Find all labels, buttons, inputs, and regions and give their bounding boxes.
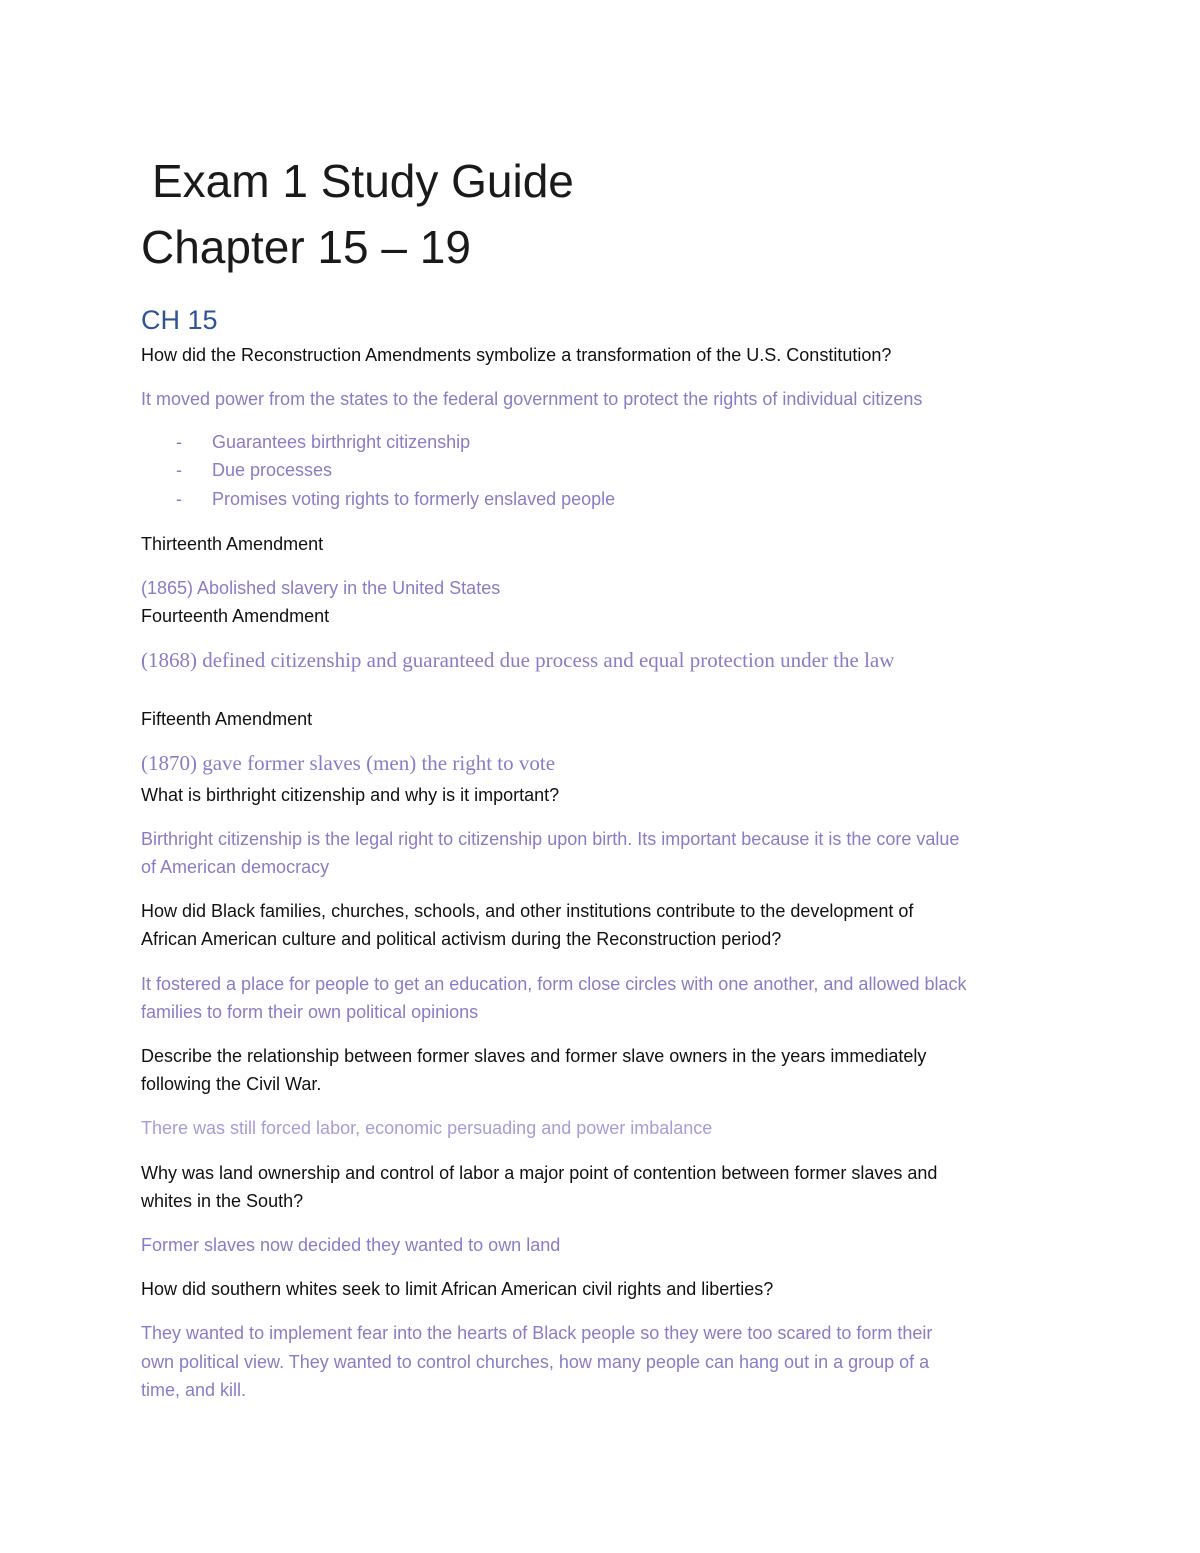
bullet-marker: - bbox=[176, 489, 182, 509]
answer-6-line-1: They wanted to implement fear into the hearts of Black people so they were too scared to form their bbox=[141, 1323, 933, 1343]
answer-1: It moved power from the states to the federal government to protect the rights of individual citizens bbox=[141, 389, 923, 409]
question-3-line-1: How did Black families, churches, schools, and other institutions contribute to the development of bbox=[141, 901, 914, 921]
amendment-15-label: Fifteenth Amendment bbox=[141, 709, 313, 729]
document-title: Exam 1 Study Guide bbox=[152, 155, 574, 207]
amendment-14-text: (1868) defined citizenship and guaranteed due process and equal protection under the law bbox=[141, 648, 895, 672]
answer-5: Former slaves now decided they wanted to own land bbox=[141, 1235, 561, 1255]
question-5-line-2: whites in the South? bbox=[141, 1191, 304, 1211]
amendment-14-label: Fourteenth Amendment bbox=[141, 606, 330, 626]
question-4-line-1: Describe the relationship between former slaves and former slave owners in the years immediately bbox=[141, 1046, 927, 1066]
amendment-15-text: (1870) gave former slaves (men) the right to vote bbox=[141, 751, 556, 775]
answer-2-line-1: Birthright citizenship is the legal right to citizenship upon birth. Its important because it is the core value bbox=[141, 829, 960, 849]
bullet-item: Due processes bbox=[212, 460, 333, 480]
bullet-item: Promises voting rights to formerly enslaved people bbox=[212, 489, 616, 509]
question-2: What is birthright citizenship and why is it important? bbox=[141, 785, 560, 805]
amendment-13-label: Thirteenth Amendment bbox=[141, 534, 324, 554]
answer-3-line-1: It fostered a place for people to get an education, form close circles with one another, and allowed black bbox=[141, 974, 967, 994]
question-1: How did the Reconstruction Amendments symbolize a transformation of the U.S. Constitution? bbox=[141, 345, 892, 365]
answer-6-line-2: own political view. They wanted to control churches, how many people can hang out in a group of a bbox=[141, 1352, 930, 1372]
document-subtitle: Chapter 15 – 19 bbox=[141, 221, 471, 273]
bullet-marker: - bbox=[176, 460, 182, 480]
question-4-line-2: following the Civil War. bbox=[141, 1074, 322, 1094]
answer-6-line-3: time, and kill. bbox=[141, 1380, 247, 1400]
answer-3-line-2: families to form their own political opinions bbox=[141, 1002, 479, 1022]
question-6: How did southern whites seek to limit African American civil rights and liberties? bbox=[141, 1279, 774, 1299]
question-5-line-1: Why was land ownership and control of labor a major point of contention between former slaves and bbox=[141, 1163, 938, 1183]
question-3-line-2: African American culture and political activism during the Reconstruction period? bbox=[141, 929, 782, 949]
section-heading: CH 15 bbox=[141, 305, 218, 335]
bullet-item: Guarantees birthright citizenship bbox=[212, 432, 471, 452]
answer-2-line-2: of American democracy bbox=[141, 857, 330, 877]
bullet-marker: - bbox=[176, 432, 182, 452]
amendment-13-text: (1865) Abolished slavery in the United States bbox=[141, 578, 501, 598]
answer-4: There was still forced labor, economic persuading and power imbalance bbox=[141, 1118, 713, 1138]
